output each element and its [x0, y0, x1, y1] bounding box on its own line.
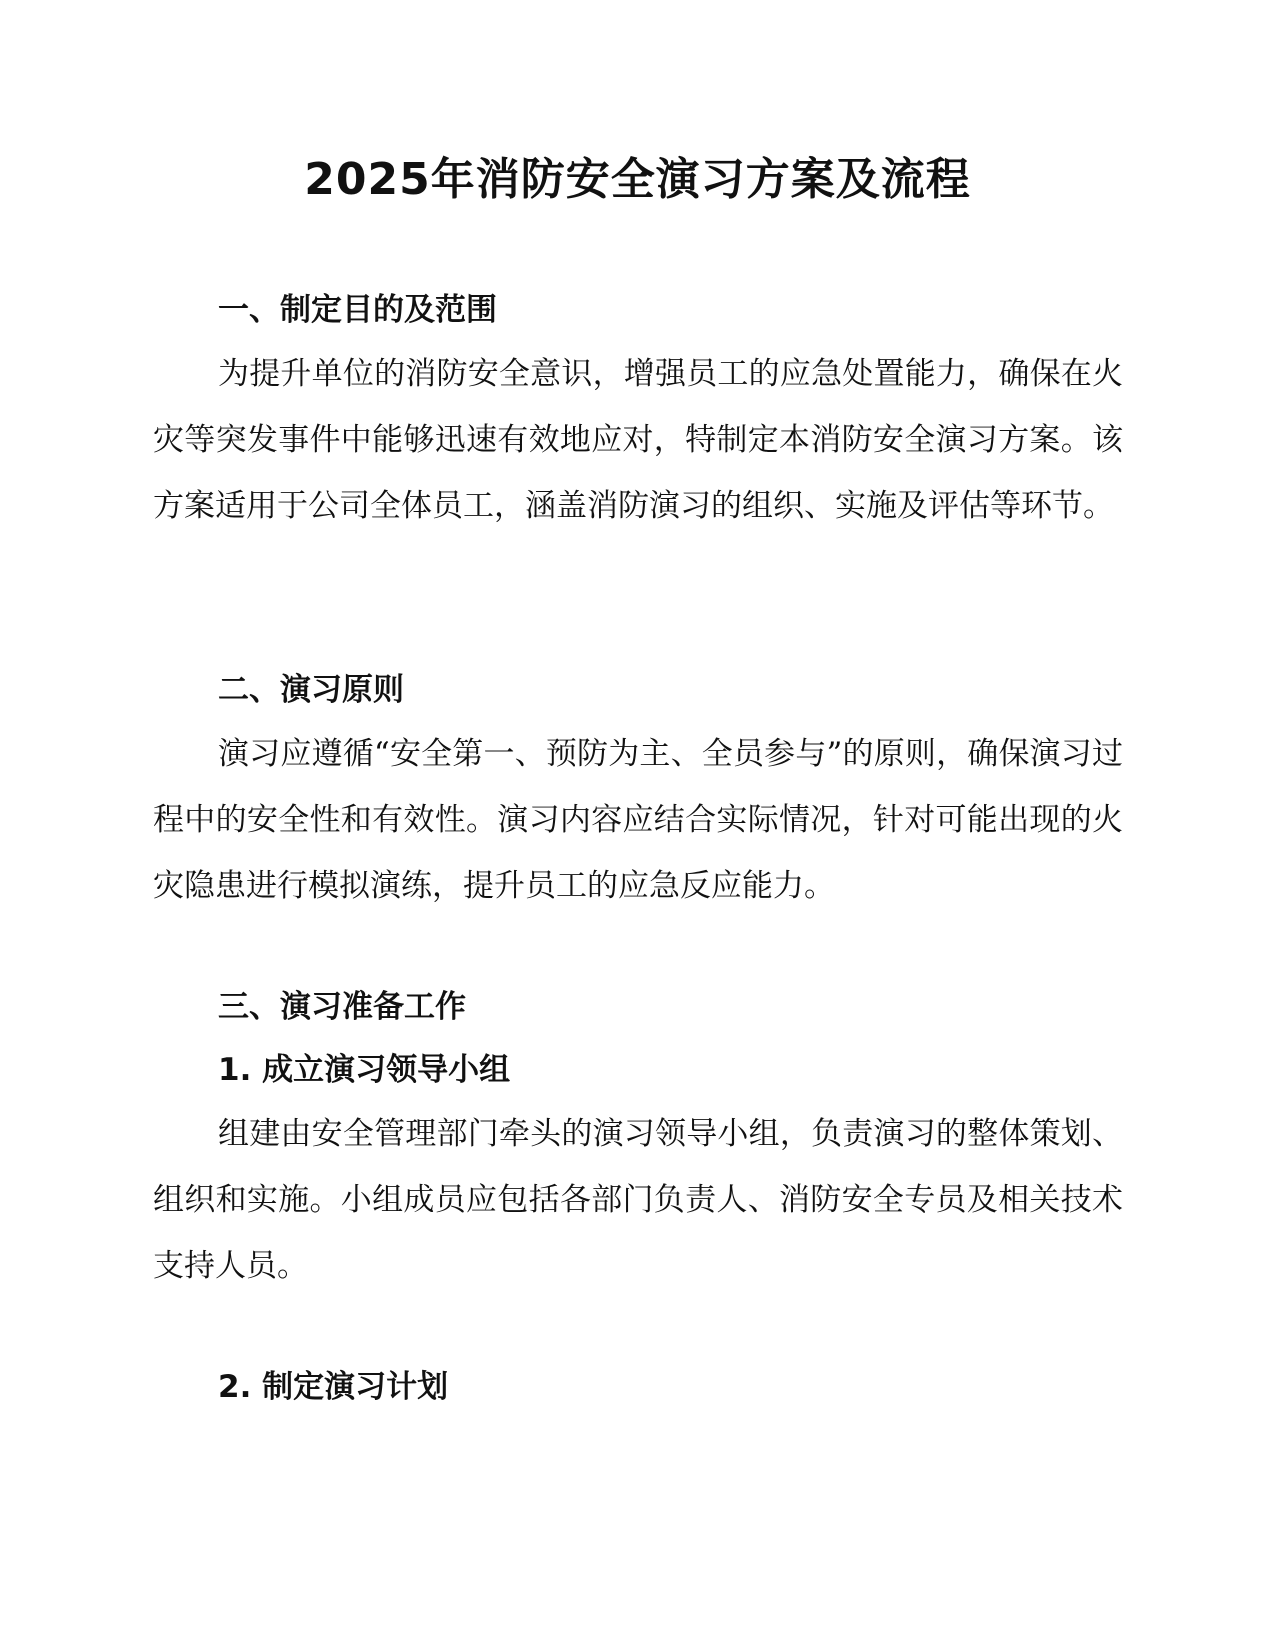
- section-heading-purpose: 一、制定目的及范围: [218, 292, 497, 328]
- page-title: 2025年消防安全演习方案及流程: [304, 154, 971, 205]
- section-paragraph-principles: 演习应遵循“安全第一、预防为主、全员参与”的原则，确保演习过程中的安全性和有效性。演习内容应结合实际情况，针对可能出现的火灾隐患进行模拟演练，提升员工的应急反应能力。: [153, 736, 1123, 904]
- section-paragraph-purpose: 为提升单位的消防安全意识，增强员工的应急处置能力，确保在火灾等突发事件中能够迅速有效地应对，特制定本消防安全演习方案。该方案适用于公司全体员工，涵盖消防演习的组织、实施及评估等环节。: [153, 356, 1123, 524]
- section-heading-principles: 二、演习原则: [218, 672, 404, 708]
- section-heading-preparation: 三、演习准备工作: [218, 989, 466, 1025]
- subsection-heading-leadership-group: 1. 成立演习领导小组: [218, 1052, 511, 1088]
- subsection-paragraph-leadership-group: 组建由安全管理部门牵头的演习领导小组，负责演习的整体策划、组织和实施。小组成员应包括各部门负责人、消防安全专员及相关技术支持人员。: [153, 1116, 1123, 1284]
- subsection-heading-drill-plan: 2. 制定演习计划: [218, 1369, 449, 1405]
